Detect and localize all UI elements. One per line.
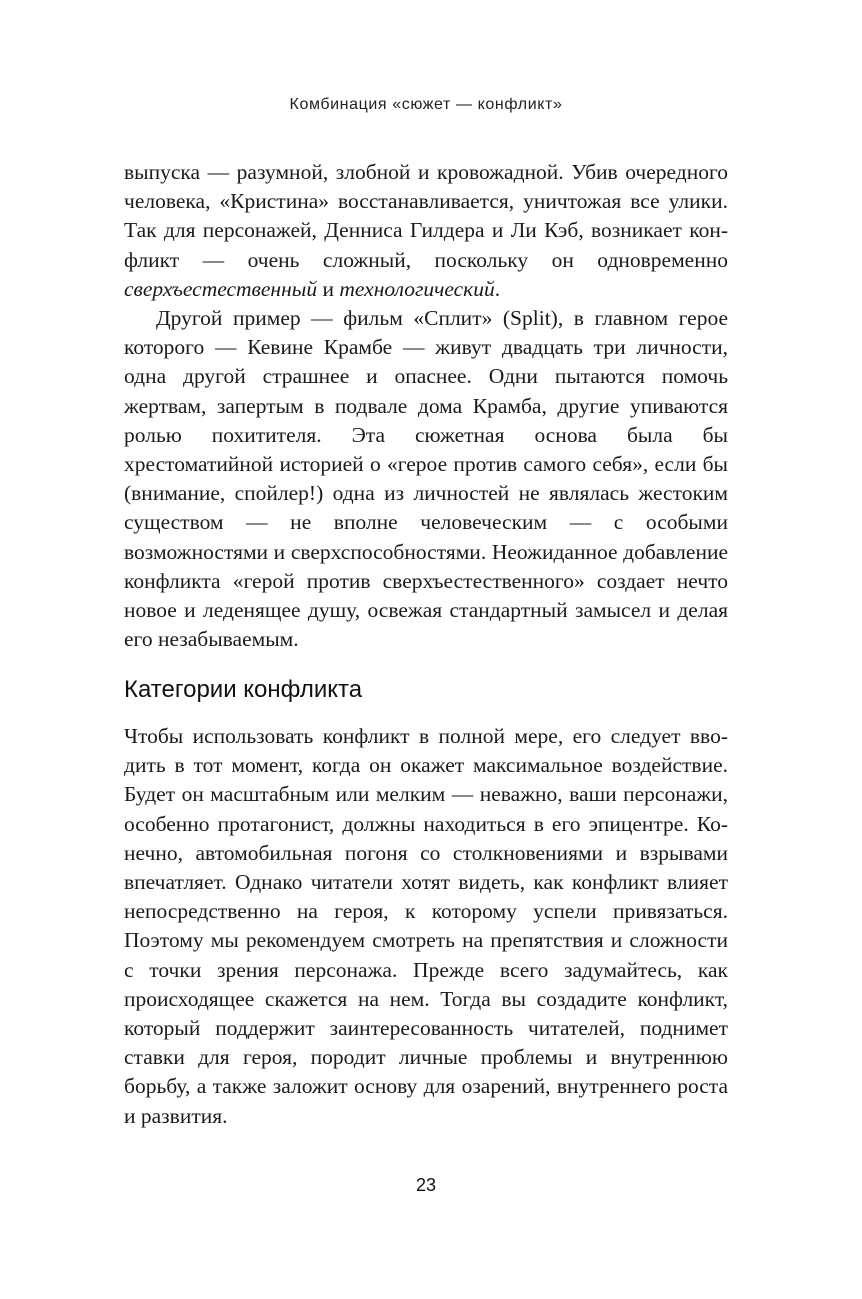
section-heading: Категории конфликта	[124, 676, 363, 703]
paragraph-split-example: Другой пример — фильм «Сплит» (Split), в главном герое которого — Кевине Крамбе — живут двадцать три личности, одна другой страшнее и опаснее. Одни пытаются помочь жертвам, запертым в подвале дома Крамба, другие упиваются ролью похитителя. Эта сюжетная основа была бы хрестоматийной историей о «герое против самого себя», если бы (внимание, спойлер!) одна из личностей не являлась жестоким существом — не вполне человеческим — с особыми возможностями и сверхспособностями. Неожиданное добавление конфликта «герой против сверхъестественного» создает нечто новое и леденящее душу, освежая стандартный замысел и делая его незабываемым.	[124, 306, 728, 652]
paragraph-conflict-categories: Чтобы использовать конфликт в полной мере, его следует вводить в тот момент, когда он окажет максимальное воздействие. Будет он масштабным или мелким — неважно, ваши персонажи, особенно протагонист, должны находиться в его эпицентре. Конечно, автомобильная погоня со столкновениями и взрывами впечатляет. Однако читатели хотят видеть, как конфликт влияет непосредственно на героя, к которому успели привязаться. Поэтому мы рекомендуем смотреть на препятствия и сложности с точки зрения персонажа. Прежде всего задумайтесь, как происходящее скажется на нем. Тогда вы создадите конфликт, который поддержит заинтересованность читателей, поднимет ставки для героя, породит личные проблемы и внутреннюю борьбу, а также заложит основу для озарений, внутреннего роста и развития.	[124, 724, 728, 1128]
page-number: 23	[415, 1175, 437, 1195]
body-text	[124, 158, 728, 654]
section-body	[124, 722, 728, 1131]
running-header: Комбинация «сюжет — конфликт»	[289, 96, 563, 113]
paragraph-continuation	[124, 158, 728, 304]
paragraph-text: и	[317, 276, 340, 301]
paragraph-text: выпуска — разумной, злобной и кровожадной. Убив очередного человека, «Кристина» восстанавливается, уничтожая все улики. Так для персонажей, Денниса Гилдера и Ли Кэб, возникает конфликт — очень сложный, поскольку он одновременно	[124, 160, 728, 272]
paragraph-text: .	[494, 276, 501, 301]
italic-term: сверхъестественный	[124, 276, 318, 301]
italic-term: технологический	[339, 276, 495, 301]
book-page	[124, 0, 728, 1299]
